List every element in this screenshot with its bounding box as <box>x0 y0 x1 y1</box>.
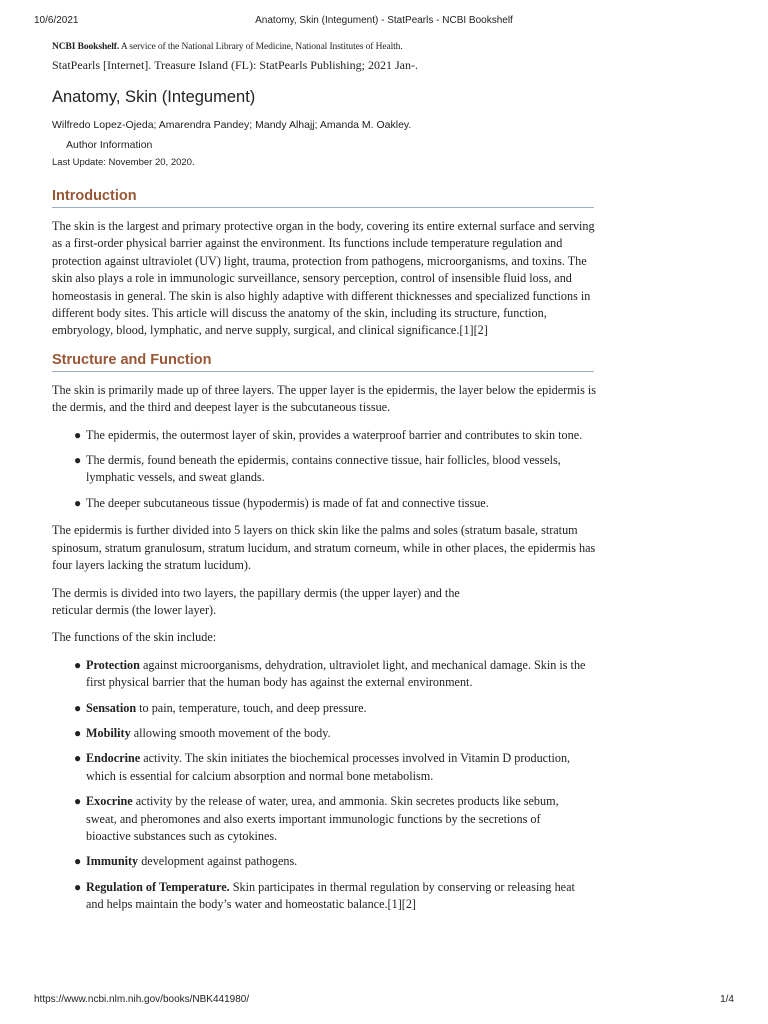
list-item: ● Sensation to pain, temperature, touch, and deep pressure. <box>86 700 586 717</box>
print-date: 10/6/2021 <box>34 15 79 26</box>
ncbi-tagline: A service of the National Library of Medicine, National Institutes of Health. <box>120 42 403 52</box>
bullet-icon: ● <box>74 725 82 740</box>
dermis-paragraph: The dermis is divided into two layers, the papillary dermis (the upper layer) and the reticular dermis (the lower layer). <box>52 585 460 617</box>
page-number: 1/4 <box>720 994 734 1005</box>
introduction-text: The skin is the largest and primary protective organ in the body, covering its entire external surface and serving as a first-order physical barrier against the environment. Its functions include temperature regulation and protection against ultraviolet (UV) light, trauma, protection from pathogens, microorganisms, and toxins. The skin also plays a role in immunologic surveillance, sensory perception, control of insensible fluid loss, and homeostasis in general. The skin is also highly adaptive with different thicknesses and specialized functions in different body sites. This article will discuss the anatomy of the skin, including its structure, function, embryology, blood, lymphatic, and nerve supply, surgical, and clinical significance. <box>52 219 595 338</box>
list-item: ● Regulation of Temperature. Skin participates in thermal regulation by conserving or releasing heat and helps maintain the body’s water and homeostatic balance.[1][2] <box>74 879 575 912</box>
section-heading-structure-function: Structure and Function <box>52 352 594 372</box>
epidermis-paragraph: The epidermis is further divided into 5 layers on thick skin like the palms and soles (stratum basale, stratum spinosum, stratum granulosum, stratum lucidum, and stratum corneum, while in other places, the epidermis has four layers lacking the stratum lucidum). <box>52 523 596 573</box>
citation-ref[interactable]: [2] <box>473 323 488 338</box>
citation-ref[interactable]: [1] <box>387 897 402 912</box>
list-item: ● Protection against microorganisms, dehydration, ultraviolet light, and mechanical damage. Skin is the first physical barrier that the human body has against the external environment. <box>74 657 586 690</box>
citation-ref[interactable]: [2] <box>401 897 416 912</box>
article-title: Anatomy, Skin (Integument) <box>52 88 256 106</box>
functions-intro: The functions of the skin include: <box>52 630 217 645</box>
author-information-link[interactable]: Author Information <box>66 139 153 151</box>
list-item: ● Exocrine activity by the release of water, urea, and ammonia. Skin secretes products like sebum, sweat, and pheromones and also exerts important immunologic functions by the secretions of bioactive substances such as cytokines. <box>74 794 559 843</box>
article-content <box>52 40 596 922</box>
bullet-icon: ● <box>74 794 82 809</box>
bullet-icon: ● <box>74 453 82 468</box>
last-update: Last Update: November 20, 2020. <box>52 157 195 168</box>
citation: StatPearls [Internet]. Treasure Island (FL): StatPearls Publishing; 2021 Jan-. <box>52 58 418 72</box>
skin-functions-list <box>52 657 596 914</box>
bullet-icon: ● <box>74 427 82 442</box>
bullet-icon: ● <box>74 854 82 869</box>
list-item: ● The epidermis, the outermost layer of skin, provides a waterproof barrier and contributes to skin tone. <box>86 427 586 444</box>
author-list: Wilfredo Lopez-Ojeda; Amarendra Pandey; Mandy Alhajj; Amanda M. Oakley. <box>52 119 412 131</box>
ncbi-banner <box>52 42 596 52</box>
skin-layers-list <box>52 427 596 513</box>
list-item: ● Immunity development against pathogens. <box>86 853 586 870</box>
list-item: ● Endocrine activity. The skin initiates the biochemical processes involved in Vitamin D production, which is essential for calcium absorption and normal bone metabolism. <box>74 751 571 783</box>
bullet-icon: ● <box>74 751 82 766</box>
ncbi-bookshelf-link[interactable]: NCBI Bookshelf. <box>52 42 120 52</box>
bullet-icon: ● <box>74 700 82 715</box>
citation-ref[interactable]: [1] <box>459 323 474 338</box>
print-footer <box>34 994 734 1008</box>
list-item: ● The dermis, found beneath the epidermis, contains connective tissue, hair follicles, blood vessels, lymphatic vessels, and sweat glands. <box>74 453 561 485</box>
structure-intro: The skin is primarily made up of three layers. The upper layer is the epidermis, the layer below the epidermis is the dermis, and the third and deepest layer is the subcutaneous tissue. <box>52 382 596 415</box>
introduction-paragraph <box>52 218 596 340</box>
print-header <box>34 15 734 29</box>
page-url: https://www.ncbi.nlm.nih.gov/books/NBK441980/ <box>34 994 250 1005</box>
bullet-icon: ● <box>74 495 82 510</box>
bullet-icon: ● <box>74 657 82 672</box>
list-item: ● The deeper subcutaneous tissue (hypodermis) is made of fat and connective tissue. <box>86 495 586 512</box>
bullet-icon: ● <box>74 879 82 894</box>
list-item: ● Mobility allowing smooth movement of the body. <box>86 725 586 742</box>
section-heading-introduction: Introduction <box>52 188 594 208</box>
print-page-title: Anatomy, Skin (Integument) - StatPearls - NCBI Bookshelf <box>255 15 513 26</box>
